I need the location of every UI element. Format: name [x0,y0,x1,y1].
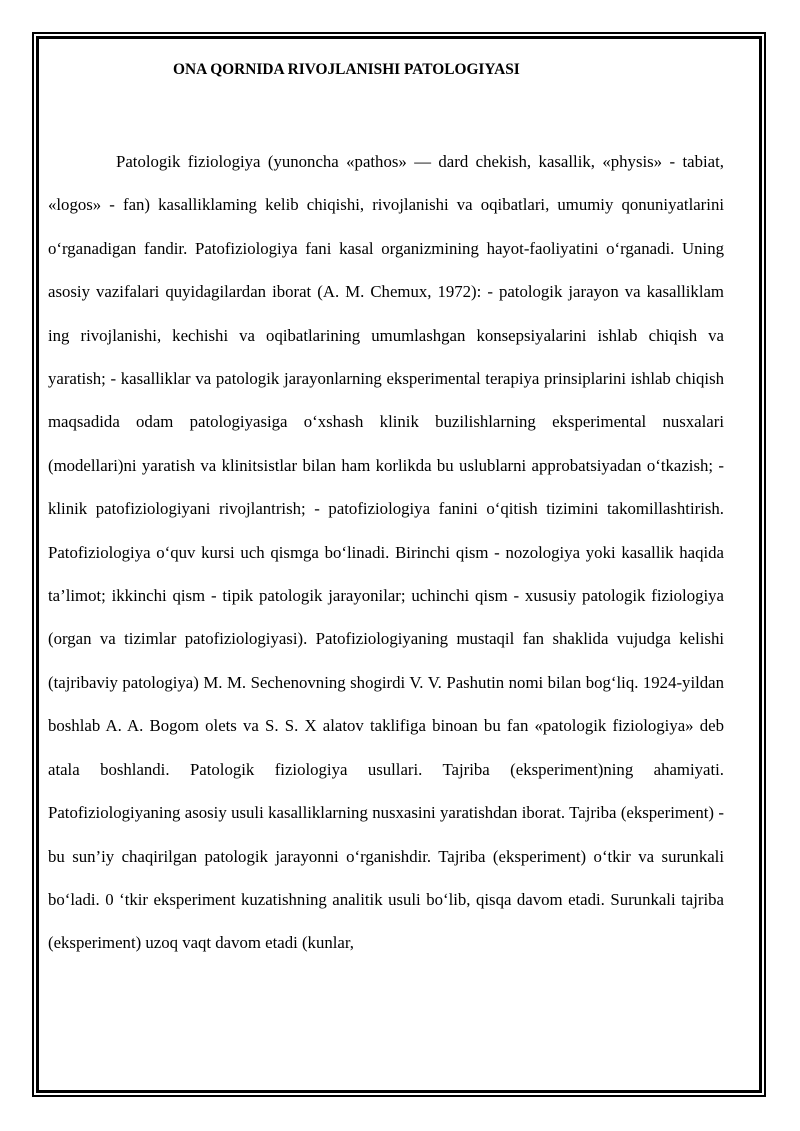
body-paragraph: Patologik fiziologiya (yunoncha «pathos» — dard chekish, kasallik, «physis» - tabiat, «logos» - fan) kasalliklaming kelib chiqishi, rivojlanishi va oqibatlari, umumiy qonuniyatlarini oʻrganadigan fandir. Patofiziologiya fani kasal organizmining hayot-faoliyatini oʻrganadi. Uning asosiy vazifalari quyidagilardan iborat (A. M. Chemux, 1972): - patologik jarayon va kasalliklam ing rivojlanishi, kechishi va oqibatlarining umumlashgan konsepsiyalarini ishlab chiqish va yaratish; - kasalliklar va patologik jarayonlarning eksperimental terapiya prinsiplarini ishlab chiqish maqsadida odam patologiyasiga oʻxshash klinik buzilishlarning eksperimental nusxalari (modellari)ni yaratish va klinitsistlar bilan ham korlikda bu uslublarni approbatsiyadan oʻtkazish; - klinik patofiziologiyani rivojlantrish; - patofiziologiya fanini oʻqitish tizimini takomillashtirish. Patofiziologiya oʻquv kursi uch qismga boʻlinadi. Birinchi qism - nozologiya yoki kasallik haqida ta’limot; ikkinchi qism - tipik patologik jarayonilar; uchinchi qism - xususiy patologik fiziologiya (organ va tizimlar patofiziologiyasi). Patofiziologiyaning mustaqil fan shaklida vujudga kelishi (tajribaviy patologiya) M. M. Sechenovning shogirdi V. V. Pashutin nomi bilan bogʻliq. 1924-yildan boshlab A. A. Bogom olets va S. S. X alatov taklifiga binoan bu fan «patologik fiziologiya» deb atala boshlandi. Patologik fiziologiya usullari. Tajriba (eksperiment)ning ahamiyati. Patofiziologiyaning asosiy usuli kasalliklarning nusxasini yaratishdan iborat. Tajriba (eksperiment) - bu sun’iy chaqirilgan patologik jarayonni oʻrganishdir. Tajriba (eksperiment) oʻtkir va surunkali boʻladi. 0 ‘tkir eksperiment kuzatishning analitik usuli boʻlib, qisqa davom etadi. Surunkali tajriba (eksperiment) uzoq vaqt davom etadi (kunlar, [48,152,724,953]
page-title: ONA QORNIDA RIVOJLANISHI PATOLOGIYASI [173,61,520,78]
